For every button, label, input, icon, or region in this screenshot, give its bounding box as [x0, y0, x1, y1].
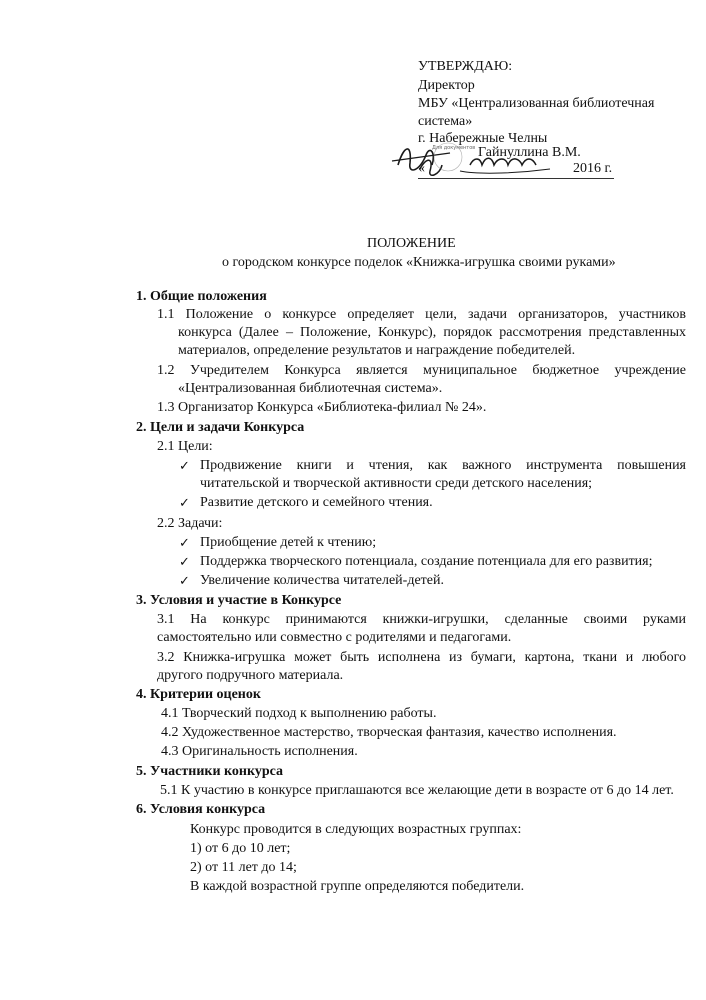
section-1-heading: 1. Общие положения	[136, 289, 267, 304]
section-2-2-label: 2.2 Задачи:	[157, 516, 223, 531]
section-3-1-line1: 3.1 На конкурс принимаются книжки-игрушки, сделанные своими руками	[157, 612, 686, 627]
approval-organization-cont: система»	[418, 114, 473, 129]
check-icon: ✓	[179, 495, 190, 510]
task-3: Увеличение количества читателей-детей.	[200, 573, 444, 588]
section-3-2-line1: 3.2 Книжка-игрушка может быть исполнена из бумаги, картона, ткани и любого	[157, 650, 686, 665]
section-6-line3: 2) от 11 лет до 14;	[190, 860, 297, 875]
approval-date-quote: «	[418, 161, 425, 176]
check-icon: ✓	[179, 458, 190, 473]
approval-title: УТВЕРЖДАЮ:	[418, 59, 513, 74]
section-4-heading: 4. Критерии оценок	[136, 687, 261, 702]
section-6-heading: 6. Условия конкурса	[136, 802, 266, 817]
goal-1-line2: читательской и творческой активности среди детского населения;	[200, 476, 593, 491]
signature-image	[390, 135, 560, 183]
section-4-3: 4.3 Оригинальность исполнения.	[161, 744, 358, 759]
section-1-2-line1: 1.2 Учредителем Конкурса является муниципальное бюджетное учреждение	[157, 363, 686, 378]
check-icon: ✓	[179, 554, 190, 569]
approval-organization: МБУ «Централизованная библиотечная	[418, 96, 655, 111]
document-title: ПОЛОЖЕНИЕ	[367, 236, 456, 251]
approval-city: г. Набережные Челны	[418, 131, 548, 146]
section-3-heading: 3. Условия и участие в Конкурсе	[136, 593, 342, 608]
approval-position: Директор	[418, 78, 475, 93]
approval-date-year: 2016 г.	[573, 161, 613, 176]
stamp-text: Для документов	[432, 145, 476, 151]
check-icon: ✓	[179, 573, 190, 588]
document-subtitle: о городском конкурсе поделок «Книжка-игрушка своими руками»	[222, 255, 616, 270]
section-3-1-line2: самостоятельно или совместно с родителями и педагогами.	[157, 630, 512, 645]
section-1-2-line2: «Централизованная библиотечная система».	[178, 381, 443, 396]
section-2-heading: 2. Цели и задачи Конкурса	[136, 420, 305, 435]
section-4-2: 4.2 Художественное мастерство, творческая фантазия, качество исполнения.	[161, 725, 617, 740]
section-6-line2: 1) от 6 до 10 лет;	[190, 841, 291, 856]
section-1-3: 1.3 Организатор Конкурса «Библиотека-филиал № 24».	[157, 400, 487, 415]
task-1: Приобщение детей к чтению;	[200, 535, 377, 550]
section-2-1-label: 2.1 Цели:	[157, 439, 213, 454]
section-1-1-line1: 1.1 Положение о конкурсе определяет цели, задачи организаторов, участников	[157, 307, 686, 322]
section-5-heading: 5. Участники конкурса	[136, 764, 284, 779]
section-1-1-line2: конкурса (Далее – Положение, Конкурс), порядок рассмотрения представленных	[178, 325, 686, 340]
task-2: Поддержка творческого потенциала, создание потенциала для его развития;	[200, 554, 653, 569]
section-5-1: 5.1 К участию в конкурсе приглашаются все желающие дети в возрасте от 6 до 14 лет.	[160, 783, 674, 798]
approval-director-name: Гайнуллина В.М.	[478, 145, 581, 160]
goal-2: Развитие детского и семейного чтения.	[200, 495, 433, 510]
section-1-1-line3: материалов, определение результатов и награждение победителей.	[178, 343, 576, 358]
goal-1-line1: Продвижение книги и чтения, как важного инструмента повышения	[200, 458, 686, 473]
section-4-1: 4.1 Творческий подход к выполнению работы.	[161, 706, 437, 721]
section-6-line4: В каждой возрастной группе определяются победители.	[190, 879, 525, 894]
section-6-line1: Конкурс проводится в следующих возрастных группах:	[190, 822, 522, 837]
section-3-2-line2: другого подручного материала.	[157, 668, 344, 683]
check-icon: ✓	[179, 535, 190, 550]
